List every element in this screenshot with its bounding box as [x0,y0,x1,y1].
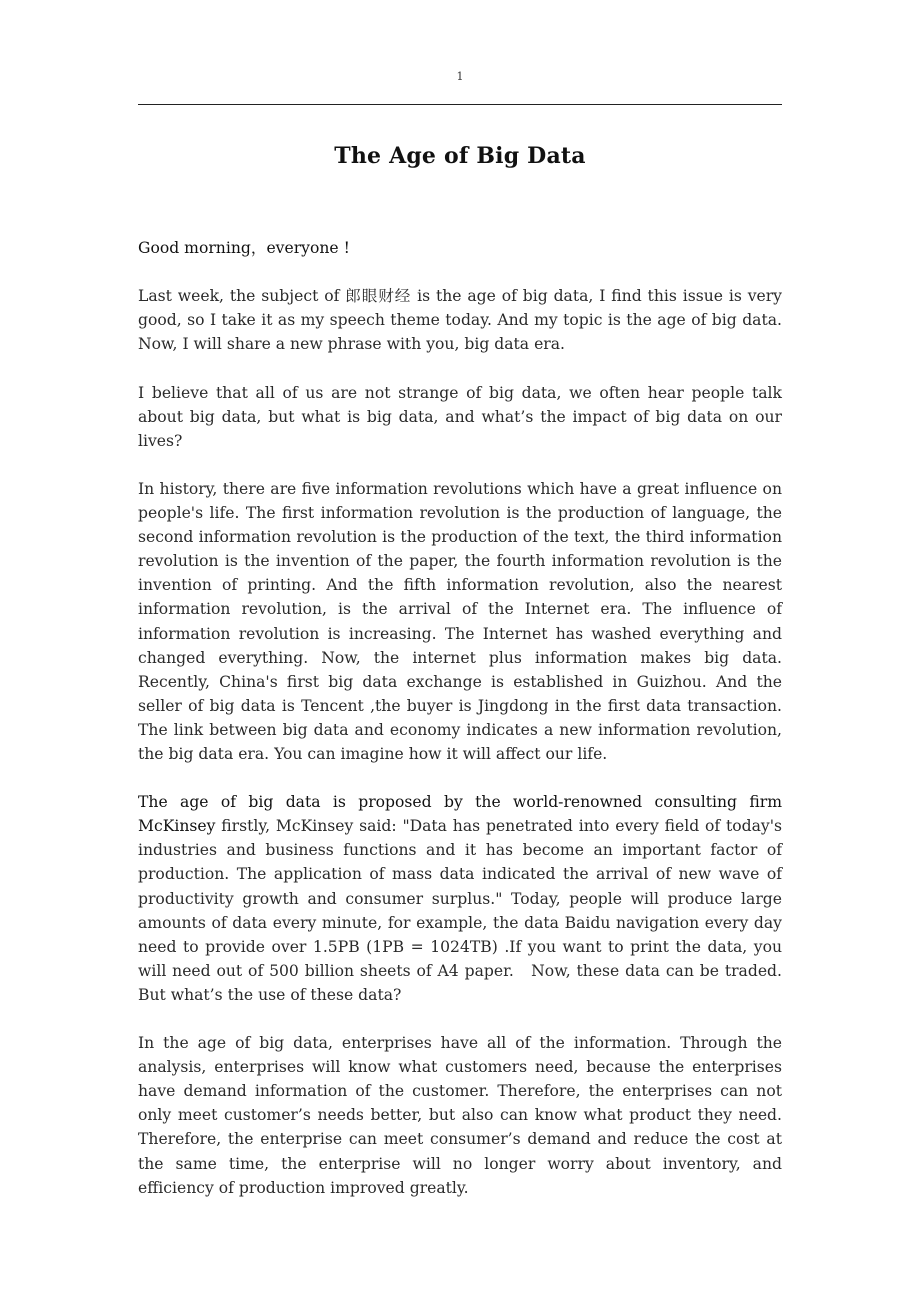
paragraph-mckinsey-rest: firstly, McKinsey said: "Data has penetrated into every field of today's industries and business functions and it has become an important factor of production. The application of mass data indicated the arrival of new wave of productivity growth and consumer surplus." Today, people will produce large amounts of data every minute, for example, the data Baidu navigation every day need to provide over 1.5PB (1PB = 1024TB) .If you want to print the data, you will need out of 500 billion sheets of A4 paper. Now, these data can be traded. But what’s the use of these data? [138,817,782,1004]
document-title: The Age of Big Data [334,143,586,169]
page-number: 1 [456,70,464,83]
greeting-paragraph: Good morning，everyone ! [138,239,350,257]
paragraph-question: I believe that all of us are not strange of big data, we often hear people talk about big data, but what is big data, and what’s the impact of big data on our lives? [138,383,782,450]
paragraph-enterprises: In the age of big data, enterprises have all of the information. Through the analysis, enterprises will know what customers need, because the enterprises have demand information of the customer. Therefore, the enterprises can not only meet customer’s needs better, but also can know what product they need. Therefore, the enterprise can meet consumer’s demand and reduce the cost at the same time, the enterprise will no longer worry about inventory, and efficiency of production improved greatly. [138,1034,782,1197]
header-rule [138,104,782,105]
paragraph-mckinsey [138,790,782,1007]
paragraph-history: In history, there are five information revolutions which have a great influence on people's life. The first information revolution is the production of language, the second information revolution is the production of the text, the third information revolution is the invention of the paper, the fourth information revolution is the invention of printing. And the fifth information revolution, also the nearest information revolution, is the arrival of the Internet era. The influence of information revolution is increasing. The Internet has washed everything and changed everything. Now, the internet plus information makes big data. Recently, China's first big data exchange is established in Guizhou. And the seller of big data is Tencent ,the buyer is Jingdong in the first data transaction. The link between big data and economy indicates a new information revolution, the big data era. You can imagine how it will affect our life. [138,479,782,763]
paragraph-mckinsey-lead: The age of big data is proposed by the world-renowned consulting firm McKinsey [138,793,782,836]
paragraph-intro: Last week, the subject of 郎眼财经 is the age of big data, I find this issue is very good, so I take it as my speech theme today. And my topic is the age of big data. Now, I will share a new phrase with you, big data era. [138,287,782,354]
document-body [138,236,782,1224]
